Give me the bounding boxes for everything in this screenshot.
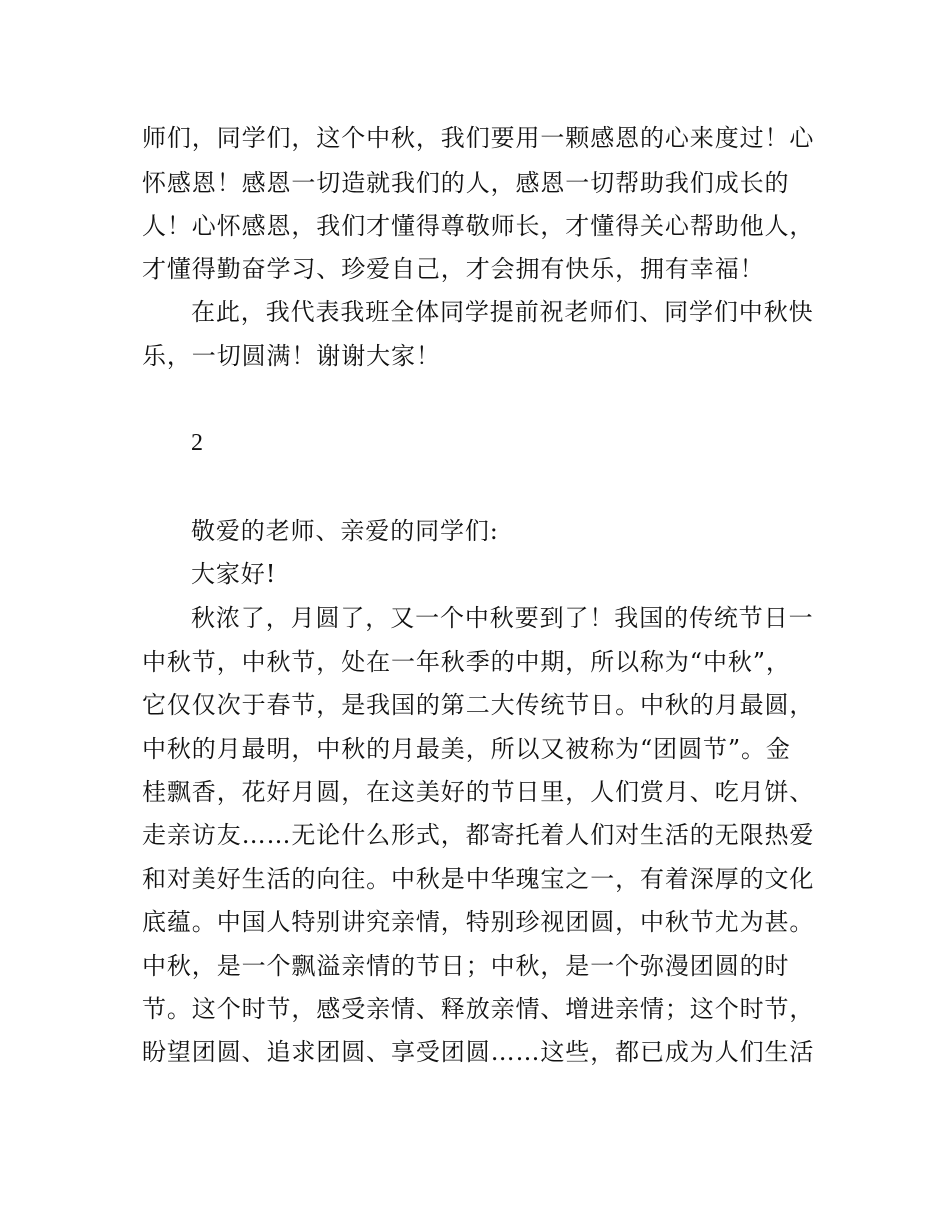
paragraph-line: 在此，我代表我班全体同学提前祝老师们、同学们中秋快 <box>191 298 814 326</box>
paragraph-line: 中秋节，中秋节，处在一年秋季的中期，所以称为“中秋”， <box>142 648 791 676</box>
page-number: 2 <box>191 430 203 456</box>
paragraph-line: 中秋，是一个飘溢亲情的节日；中秋，是一个弥漫团圆的时 <box>142 952 790 980</box>
paragraph-line: 它仅仅次于春节，是我国的第二大传统节日。中秋的月最圆， <box>142 691 815 719</box>
paragraph-line: 盼望团圆、追求团圆、享受团圆……这些，都已成为人们生活 <box>142 1038 815 1066</box>
paragraph-line: 节。这个时节，感受亲情、释放亲情、增进亲情；这个时节， <box>142 995 815 1023</box>
paragraph-line: 底蕴。中国人特别讲究亲情，特别珍视团圆，中秋节尤为甚。 <box>142 908 815 936</box>
paragraph-line: 师们，同学们，这个中秋，我们要用一颗感恩的心来度过！心 <box>142 124 815 152</box>
paragraph-line: 走亲访友……无论什么形式，都寄托着人们对生活的无限热爱 <box>142 821 815 849</box>
paragraph-line: 怀感恩！感恩一切造就我们的人，感恩一切帮助我们成长的 <box>142 169 790 197</box>
paragraph-line: 乐，一切圆满！谢谢大家！ <box>142 342 441 370</box>
paragraph-line: 中秋的月最明，中秋的月最美，所以又被称为“团圆节”。金 <box>142 735 791 763</box>
paragraph-line: 桂飘香，花好月圆，在这美好的节日里，人们赏月、吃月饼、 <box>142 778 815 806</box>
hello-line: 大家好! <box>191 560 277 588</box>
greeting-line: 敬爱的老师、亲爱的同学们: <box>191 517 499 545</box>
paragraph-line: 秋浓了，月圆了，又一个中秋要到了！我国的传统节日一 <box>191 604 814 632</box>
paragraph-line: 才懂得勤奋学习、珍爱自己，才会拥有快乐，拥有幸福！ <box>142 255 765 283</box>
paragraph-line: 人！心怀感恩，我们才懂得尊敬师长，才懂得关心帮助他人， <box>142 212 815 240</box>
paragraph-line: 和对美好生活的向往。中秋是中华瑰宝之一，有着深厚的文化 <box>142 865 815 893</box>
